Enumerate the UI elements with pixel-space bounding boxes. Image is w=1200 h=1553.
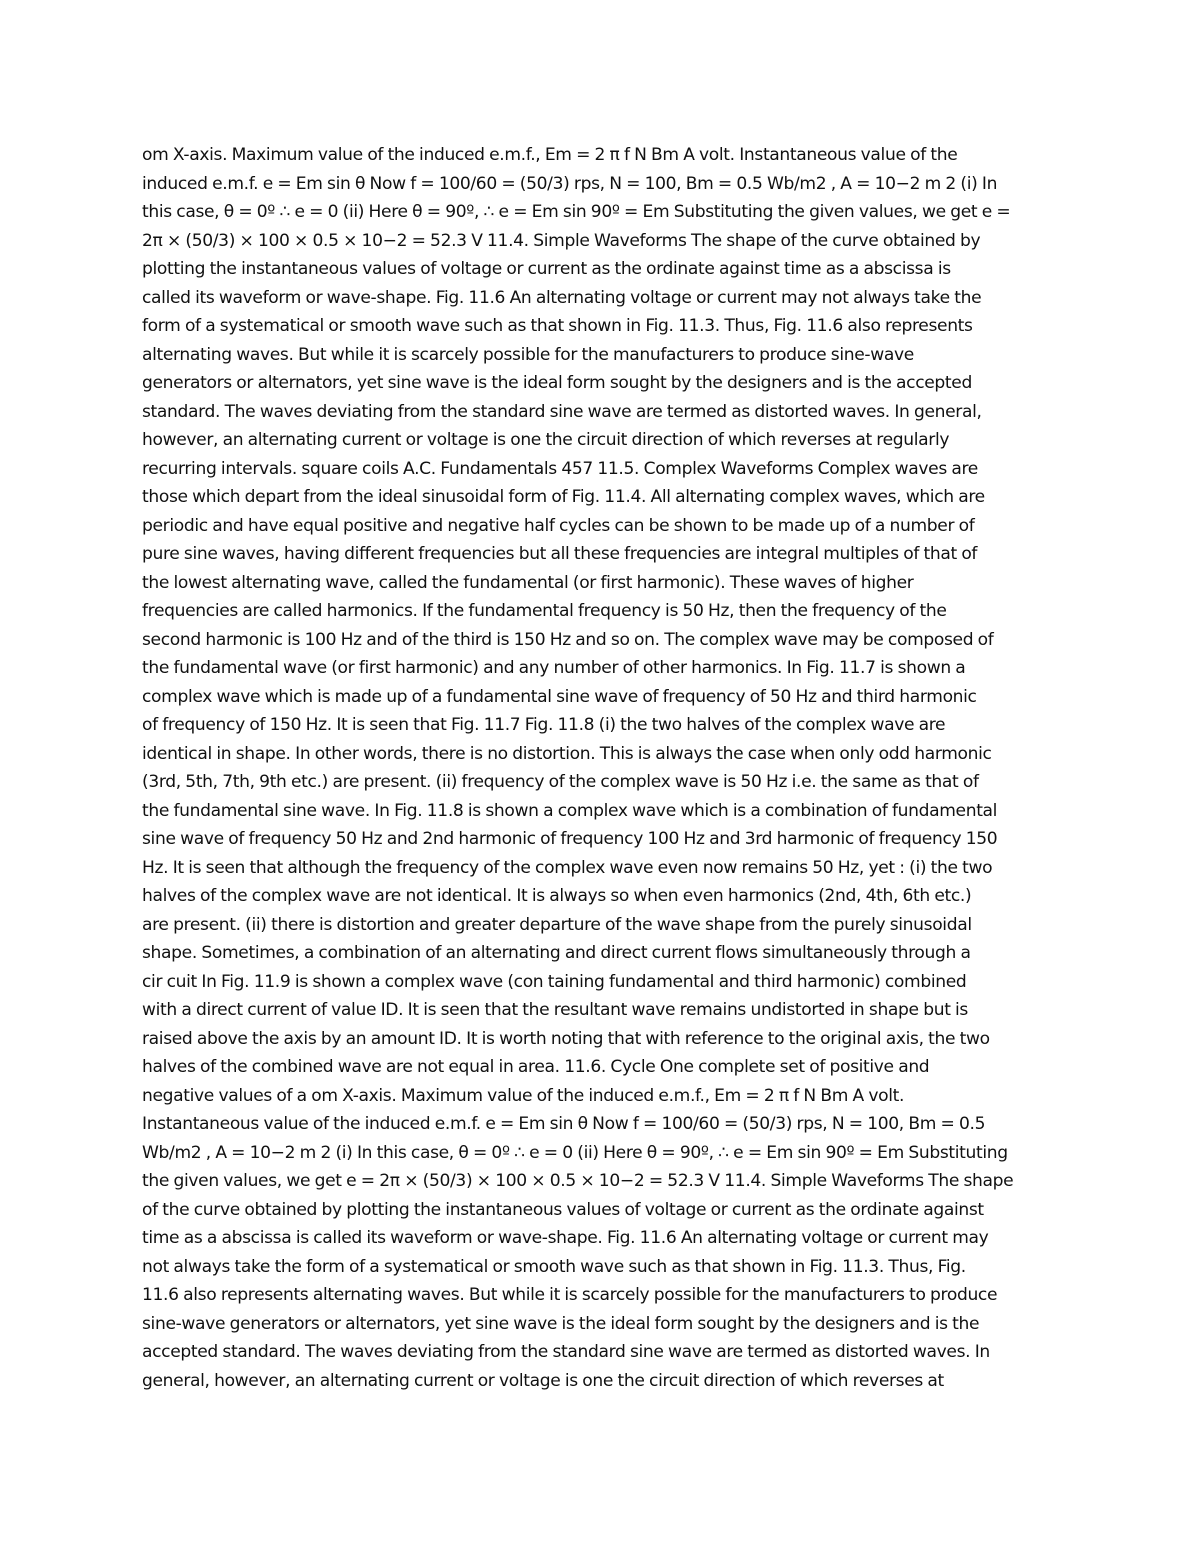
text-line: the given values, we get e = 2π × (50/3) × 100 × 0.5 × 10−2 = 52.3 V 11.4. Simple Waveforms The shape [142,1171,1014,1191]
text-line: form of a systematical or smooth wave such as that shown in Fig. 11.3. Thus, Fig. 11.6 also represents [142,316,973,336]
text-line: however, an alternating current or voltage is one the circuit direction of which reverses at regularly [142,430,950,450]
text-line: recurring intervals. square coils A.C. Fundamentals 457 11.5. Complex Waveforms Complex waves are [142,458,978,479]
text-line: shape. Sometimes, a combination of an alternating and direct current flows simultaneously through a [142,943,971,963]
text-line: complex wave which is made up of a fundamental sine wave of frequency of 50 Hz and third harmonic [142,686,977,707]
text-line: not always take the form of a systematical or smooth wave such as that shown in Fig. 11.3. Thus, Fig. [142,1256,966,1277]
text-line: Hz. It is seen that although the frequency of the complex wave even now remains 50 Hz, yet : (i) the two [142,857,993,878]
text-line: the fundamental sine wave. In Fig. 11.8 is shown a complex wave which is a combination of fundamental [142,800,998,821]
text-line: (3rd, 5th, 7th, 9th etc.) are present. (ii) frequency of the complex wave is 50 Hz i.e. the same as that of [142,772,979,792]
text-line [142,1395,1082,1424]
text-line: general, however, an alternating current or voltage is one the circuit direction of which reverses at [142,1370,944,1391]
body-text [142,141,1082,1424]
text-line: accepted standard. The waves deviating from the standard sine wave are termed as distorted waves. In [142,1342,990,1362]
text-line: halves of the complex wave are not identical. It is always so when even harmonics (2nd, 4th, 6th etc.) [142,886,972,906]
text-line: the lowest alternating wave, called the fundamental (or first harmonic). These waves of higher [142,572,914,593]
text-line: generators or alternators, yet sine wave is the ideal form sought by the designers and is the accepted [142,373,972,393]
text-line: cir cuit In Fig. 11.9 is shown a complex wave (con taining fundamental and third harmonic) combined [142,971,967,992]
text-line: are present. (ii) there is distortion and greater departure of the wave shape from the purely sinusoidal [142,914,972,935]
text-line: of frequency of 150 Hz. It is seen that Fig. 11.7 Fig. 11.8 (i) the two halves of the complex wave are [142,715,946,735]
text-line: with a direct current of value ID. It is seen that the resultant wave remains undistorted in shape but is [142,1000,968,1020]
text-line: 2π × (50/3) × 100 × 0.5 × 10−2 = 52.3 V 11.4. Simple Waveforms The shape of the curve obtained by [142,230,981,251]
text-line: plotting the instantaneous values of voltage or current as the ordinate against time as a abscissa is [142,259,951,279]
text-line: induced e.m.f. e = Em sin θ Now f = 100/60 = (50/3) rps, N = 100, Bm = 0.5 Wb/m2 , A = 10−2 m 2 (i) In [142,173,998,194]
text-line: Wb/m2 , A = 10−2 m 2 (i) In this case, θ = 0º ∴ e = 0 (ii) Here θ = 90º, ∴ e = Em sin 90º = Em Substituting [142,1142,1008,1163]
text-line: 11.6 also represents alternating waves. But while it is scarcely possible for the manufacturers to produce [142,1285,998,1305]
text-line: alternating waves. But while it is scarcely possible for the manufacturers to produce sine-wave [142,344,914,365]
text-line: sine wave of frequency 50 Hz and 2nd harmonic of frequency 100 Hz and 3rd harmonic of frequency 150 [142,829,998,849]
text-line: of the curve obtained by plotting the instantaneous values of voltage or current as the ordinate against [142,1199,984,1220]
text-line: sine-wave generators or alternators, yet sine wave is the ideal form sought by the designers and is the [142,1313,980,1334]
text-line: pure sine waves, having different frequencies but all these frequencies are integral multiples of that of [142,544,978,564]
text-line: identical in shape. In other words, there is no distortion. This is always the case when only odd harmonic [142,743,992,764]
text-line: called its waveform or wave-shape. Fig. 11.6 An alternating voltage or current may not always take the [142,287,982,308]
text-line: Instantaneous value of the induced e.m.f. e = Em sin θ Now f = 100/60 = (50/3) rps, N = 100, Bm = 0.5 [142,1114,986,1134]
text-line: time as a abscissa is called its waveform or wave-shape. Fig. 11.6 An alternating voltage or current may [142,1228,989,1248]
text-line: standard. The waves deviating from the standard sine wave are termed as distorted waves. In general, [142,401,982,422]
text-line: raised above the axis by an amount ID. It is worth noting that with reference to the original axis, the two [142,1028,990,1049]
text-line: frequencies are called harmonics. If the fundamental frequency is 50 Hz, then the frequency of the [142,601,947,621]
text-line: om X-axis. Maximum value of the induced e.m.f., Em = 2 π f N Bm A volt. Instantaneous value of the [142,145,958,165]
text-line: periodic and have equal positive and negative half cycles can be shown to be made up of a number of [142,515,975,536]
text-line: negative values of a om X-axis. Maximum value of the induced e.m.f., Em = 2 π f N Bm A volt. [142,1085,905,1106]
text-line: second harmonic is 100 Hz and of the third is 150 Hz and so on. The complex wave may be composed of [142,629,994,650]
text-line: the fundamental wave (or first harmonic) and any number of other harmonics. In Fig. 11.7 is shown a [142,658,966,678]
text-line: halves of the combined wave are not equal in area. 11.6. Cycle One complete set of positive and [142,1057,930,1077]
text-line: this case, θ = 0º ∴ e = 0 (ii) Here θ = 90º, ∴ e = Em sin 90º = Em Substituting the given values, we get e = [142,202,1011,222]
text-line: those which depart from the ideal sinusoidal form of Fig. 11.4. All alternating complex waves, which are [142,487,985,507]
